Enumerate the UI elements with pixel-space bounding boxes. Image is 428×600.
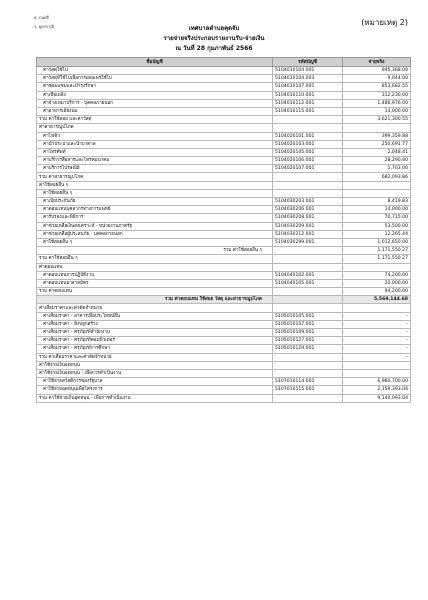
account-name-cell: ค่ารับรองและพิธีการ: [37, 214, 273, 222]
section-row: [37, 369, 411, 377]
account-name-cell: ค่าวัสดุที่ใช้ไปเพื่อการเผยแพร่ใช้ไป: [37, 75, 273, 83]
note-label: (หมายเหตุ 2): [361, 18, 408, 27]
account-code-cell: 5104030212.001: [273, 230, 343, 238]
account-name-cell: ค่าซ่อมแซมและบำรุงรักษา: [37, 83, 273, 91]
total-row: [37, 116, 411, 124]
amount-cell: 14,000.00: [343, 206, 411, 214]
amount-cell: 1,171,550.27: [343, 247, 411, 255]
account-name-cell: ค่าเสื่อมราคาและค่าตัดจำหน่าย: [37, 304, 273, 312]
amount-cell: 3,621,300.55: [343, 116, 411, 124]
account-name-cell: รวม ค่าเสื่อมราคาและค่าตัดจำหน่าย: [37, 353, 273, 361]
account-code-cell: 5105010105.001: [273, 312, 343, 320]
account-code-cell: 5104010115.001: [273, 107, 343, 115]
account-name-cell: รวม ค่าใช้สอยอื่น ๆ: [37, 255, 273, 263]
section-row: [37, 263, 411, 271]
account-name-cell: ค่าช่วยเหลือผู้ประสบภัย - บุคคลภายนอก: [37, 230, 273, 238]
account-name-cell: ค่าใช้สอยอื่น ๆ: [37, 238, 273, 246]
account-code-cell: [273, 255, 343, 263]
amount-cell: [343, 263, 411, 271]
account-code-cell: [273, 296, 343, 304]
account-name-cell: ค่าช่วยเหลือเงินสงเคราะห์ - หน่วยงานภาครัฐ: [37, 222, 273, 230]
account-code-cell: 5104020105.001: [273, 148, 343, 156]
table-row: [37, 99, 411, 107]
account-name-cell: ค่าไฟฟ้า: [37, 132, 273, 140]
account-name-cell: ค่าใช้จ่ายอุดหนุนเพื่อโครงการ: [37, 386, 273, 394]
report-title: รายจ่ายจริงประกอบรายงานรับ-จ่ายเงิน: [163, 35, 265, 42]
account-name-cell: ค่าตอบแทนบุคลากรทางการแพทย์: [37, 206, 273, 214]
account-code-cell: 5105010127.001: [273, 337, 343, 345]
account-name-cell: ค่าตอบแทน: [37, 263, 273, 271]
account-code-cell: 5104010104.003: [273, 75, 343, 83]
amount-cell: -: [343, 353, 411, 361]
amount-cell: [343, 304, 411, 312]
account-code-cell: [273, 394, 343, 402]
account-code-cell: 5104030208.001: [273, 214, 343, 222]
table-row: [37, 337, 411, 345]
table-row: [37, 157, 411, 165]
account-name-cell: ค่าน้ำประปาและน้ำบาดาล: [37, 140, 273, 148]
table-row: [37, 198, 411, 206]
account-name-cell: ค่าเสื่อมราคา - อาคารเพื่อประโยชน์อื่น: [37, 312, 273, 320]
amount-cell: 1,703.00: [343, 165, 411, 173]
expense-table: [36, 57, 411, 403]
account-code-cell: 5104020107.001: [273, 165, 343, 173]
section-row: [37, 181, 411, 189]
column-header-amount: จ่ายจริง: [343, 58, 411, 67]
table-row: [37, 222, 411, 230]
table-row: [37, 386, 411, 394]
table-row: [37, 75, 411, 83]
table-row: [37, 107, 411, 115]
account-name-cell: ค่าใช้จ่ายเงินอุดหนุน - เพื่อการดำเนินงาน: [37, 369, 273, 377]
table-row: [37, 91, 411, 99]
amount-cell: 399,359.88: [343, 132, 411, 140]
account-code-cell: [273, 361, 343, 369]
table-row: [37, 345, 411, 353]
account-code-cell: 5104010110.001: [273, 91, 343, 99]
account-code-cell: 5104010104.001: [273, 67, 343, 75]
amount-cell: 74,200.00: [343, 271, 411, 279]
total-row: [37, 255, 411, 263]
account-code-cell: 5104030209.001: [273, 222, 343, 230]
account-code-cell: 5105010109.001: [273, 329, 343, 337]
table-row: [37, 238, 411, 246]
account-name-cell: ค่าเสื่อมราคา - ครุภัณฑ์การศึกษา: [37, 345, 273, 353]
account-code-cell: 5104010107.001: [273, 83, 343, 91]
initials-line-2: ร. อุดรราณี: [34, 24, 54, 29]
account-name-cell: รวม ค่าใช้จ่ายเงินอุดหนุน - เพื่อการดำเนินงาน: [37, 394, 273, 402]
table-header-row: [37, 58, 411, 67]
amount-cell: 1,171,550.27: [343, 255, 411, 263]
amount-cell: [343, 369, 411, 377]
amount-cell: -: [343, 329, 411, 337]
amount-cell: 2,048.41: [343, 148, 411, 156]
amount-cell: 2,159,393.04: [343, 386, 411, 394]
account-name-cell: ค่าใช้จ่ายสวัสดิการของรัฐบาล: [37, 378, 273, 386]
table-row: [37, 140, 411, 148]
section-row: [37, 361, 411, 369]
table-row: [37, 148, 411, 156]
table-row: [37, 165, 411, 173]
account-code-cell: 5107010114.001: [273, 378, 343, 386]
amount-cell: 70,715.00: [343, 214, 411, 222]
account-code-cell: [273, 189, 343, 197]
account-code-cell: [273, 353, 343, 361]
sub-row: [37, 247, 411, 255]
amount-cell: [343, 181, 411, 189]
account-name-cell: ค่าสาธารณูปโภค: [37, 124, 273, 132]
account-code-cell: [273, 116, 343, 124]
account-code-cell: 5104020106.001: [273, 157, 343, 165]
table-row: [37, 189, 411, 197]
amount-cell: [343, 124, 411, 132]
amount-cell: 853,682.55: [343, 83, 411, 91]
grand-row: [37, 296, 411, 304]
account-name-cell: ค่าใช้จ่ายเงินอุดหนุน: [37, 361, 273, 369]
table-row: [37, 83, 411, 91]
organization-name: เทศบาลตำบลคุดจับ: [188, 25, 240, 32]
table-row: [37, 132, 411, 140]
amount-cell: 20,000.00: [343, 279, 411, 287]
amount-cell: -: [343, 345, 411, 353]
amount-cell: 945,368.00: [343, 67, 411, 75]
total-row: [37, 173, 411, 181]
amount-cell: [343, 189, 411, 197]
total-row: [37, 353, 411, 361]
table-row: [37, 230, 411, 238]
account-code-cell: [273, 263, 343, 271]
amount-cell: 12,265.44: [343, 230, 411, 238]
account-code-cell: 5107010115.001: [273, 386, 343, 394]
account-name-cell: ค่าจ้างเหมาบริการ - บุคคลภายนอก: [37, 99, 273, 107]
total-row: [37, 288, 411, 296]
amount-cell: 28,290.80: [343, 157, 411, 165]
table-row: [37, 67, 411, 75]
account-name-cell: ค่าโทรศัพท์: [37, 148, 273, 156]
amount-cell: [343, 361, 411, 369]
account-name-cell: รวม ค่าตอบแทน ใช้สอย วัสดุ และสาธารณูปโภค: [37, 296, 273, 304]
account-code-cell: 5104010112.001: [273, 99, 343, 107]
account-name-cell: ค่าตอบแทนอาสาสมัคร: [37, 279, 273, 287]
table-row: [37, 378, 411, 386]
amount-cell: -: [343, 320, 411, 328]
account-code-cell: 5104020101.001: [273, 132, 343, 140]
account-code-cell: [273, 288, 343, 296]
amount-cell: 1,486,976.00: [343, 99, 411, 107]
table-body: [37, 67, 411, 403]
account-name-cell: ค่าใช้สอยอื่น ๆ: [37, 181, 273, 189]
account-name-cell: รวม ค่าสาธารณูปโภค: [37, 173, 273, 181]
account-name-cell: รวม ค่าตอบแทน: [37, 288, 273, 296]
table-row: [37, 206, 411, 214]
account-name-cell: ค่าเชื้อเพลิง: [37, 91, 273, 99]
total-row: [37, 394, 411, 402]
amount-cell: 250,691.77: [343, 140, 411, 148]
account-code-cell: 5104040102.001: [273, 271, 343, 279]
account-name-cell: ค่าวัสดุใช้ไป: [37, 67, 273, 75]
amount-cell: 312,230.00: [343, 91, 411, 99]
initials-line-1: ธ. กนศรี: [34, 15, 49, 20]
account-name-cell: ค่าอาหารเลี้ยงนม: [37, 107, 273, 115]
report-date: ณ วันที่ 28 กุมภาพันธ์ 2566: [175, 45, 253, 52]
account-code-cell: 5105010107.001: [273, 320, 343, 328]
account-name-cell: ค่าตอบแทนการปฏิบัติงาน: [37, 271, 273, 279]
account-code-cell: 5104030206.001: [273, 206, 343, 214]
account-name-cell: รวม ค่าใช้สอย และค่าวัสดุ: [37, 116, 273, 124]
account-code-cell: [273, 181, 343, 189]
account-code-cell: [273, 369, 343, 377]
account-code-cell: 5104030203.001: [273, 198, 343, 206]
amount-cell: 53,500.00: [343, 222, 411, 230]
amount-cell: 9,140,093.04: [343, 394, 411, 402]
table-row: [37, 329, 411, 337]
table-row: [37, 279, 411, 287]
account-code-cell: [273, 124, 343, 132]
amount-cell: 6,980,700.00: [343, 378, 411, 386]
amount-cell: 8,419.83: [343, 198, 411, 206]
table-row: [37, 271, 411, 279]
account-name-cell: ค่าใช้สอยอื่น ๆ: [37, 189, 273, 197]
account-name-cell: ค่าเบี้ยประกันภัย: [37, 198, 273, 206]
amount-cell: 9,044.00: [343, 75, 411, 83]
account-code-cell: [273, 247, 343, 255]
amount-cell: -: [343, 312, 411, 320]
table-row: [37, 214, 411, 222]
account-code-cell: 5104020103.001: [273, 140, 343, 148]
account-name-cell: ค่าเสื่อมราคา - สิ่งปลูกสร้าง: [37, 320, 273, 328]
account-code-cell: 5105010129.001: [273, 345, 343, 353]
account-name-cell: ค่าบริการสื่อสารและโทรคมนาคม: [37, 157, 273, 165]
table-row: [37, 320, 411, 328]
amount-cell: 14,000.00: [343, 107, 411, 115]
section-row: [37, 304, 411, 312]
section-row: [37, 124, 411, 132]
column-header-account: ชื่อบัญชี: [37, 58, 273, 67]
account-code-cell: [273, 173, 343, 181]
account-code-cell: [273, 304, 343, 312]
table-row: [37, 312, 411, 320]
account-code-cell: 5104040105.001: [273, 279, 343, 287]
amount-cell: 682,093.86: [343, 173, 411, 181]
column-header-code: รหัสบัญชี: [273, 58, 343, 67]
amount-cell: 94,200.00: [343, 288, 411, 296]
amount-cell: 5,569,144.68: [343, 296, 411, 304]
amount-cell: 1,012,650.00: [343, 238, 411, 246]
account-code-cell: 5104030299.001: [273, 238, 343, 246]
account-name-cell: ค่าเสื่อมราคา - ครุภัณฑ์คอมพิวเตอร์: [37, 337, 273, 345]
account-name-cell: ค่าเสื่อมราคา - ครุภัณฑ์สำนักงาน: [37, 329, 273, 337]
account-name-cell: ค่าบริการไปรษณีย์: [37, 165, 273, 173]
account-name-cell: รวม ค่าใช้สอยอื่น ๆ: [37, 247, 273, 255]
amount-cell: -: [343, 337, 411, 345]
